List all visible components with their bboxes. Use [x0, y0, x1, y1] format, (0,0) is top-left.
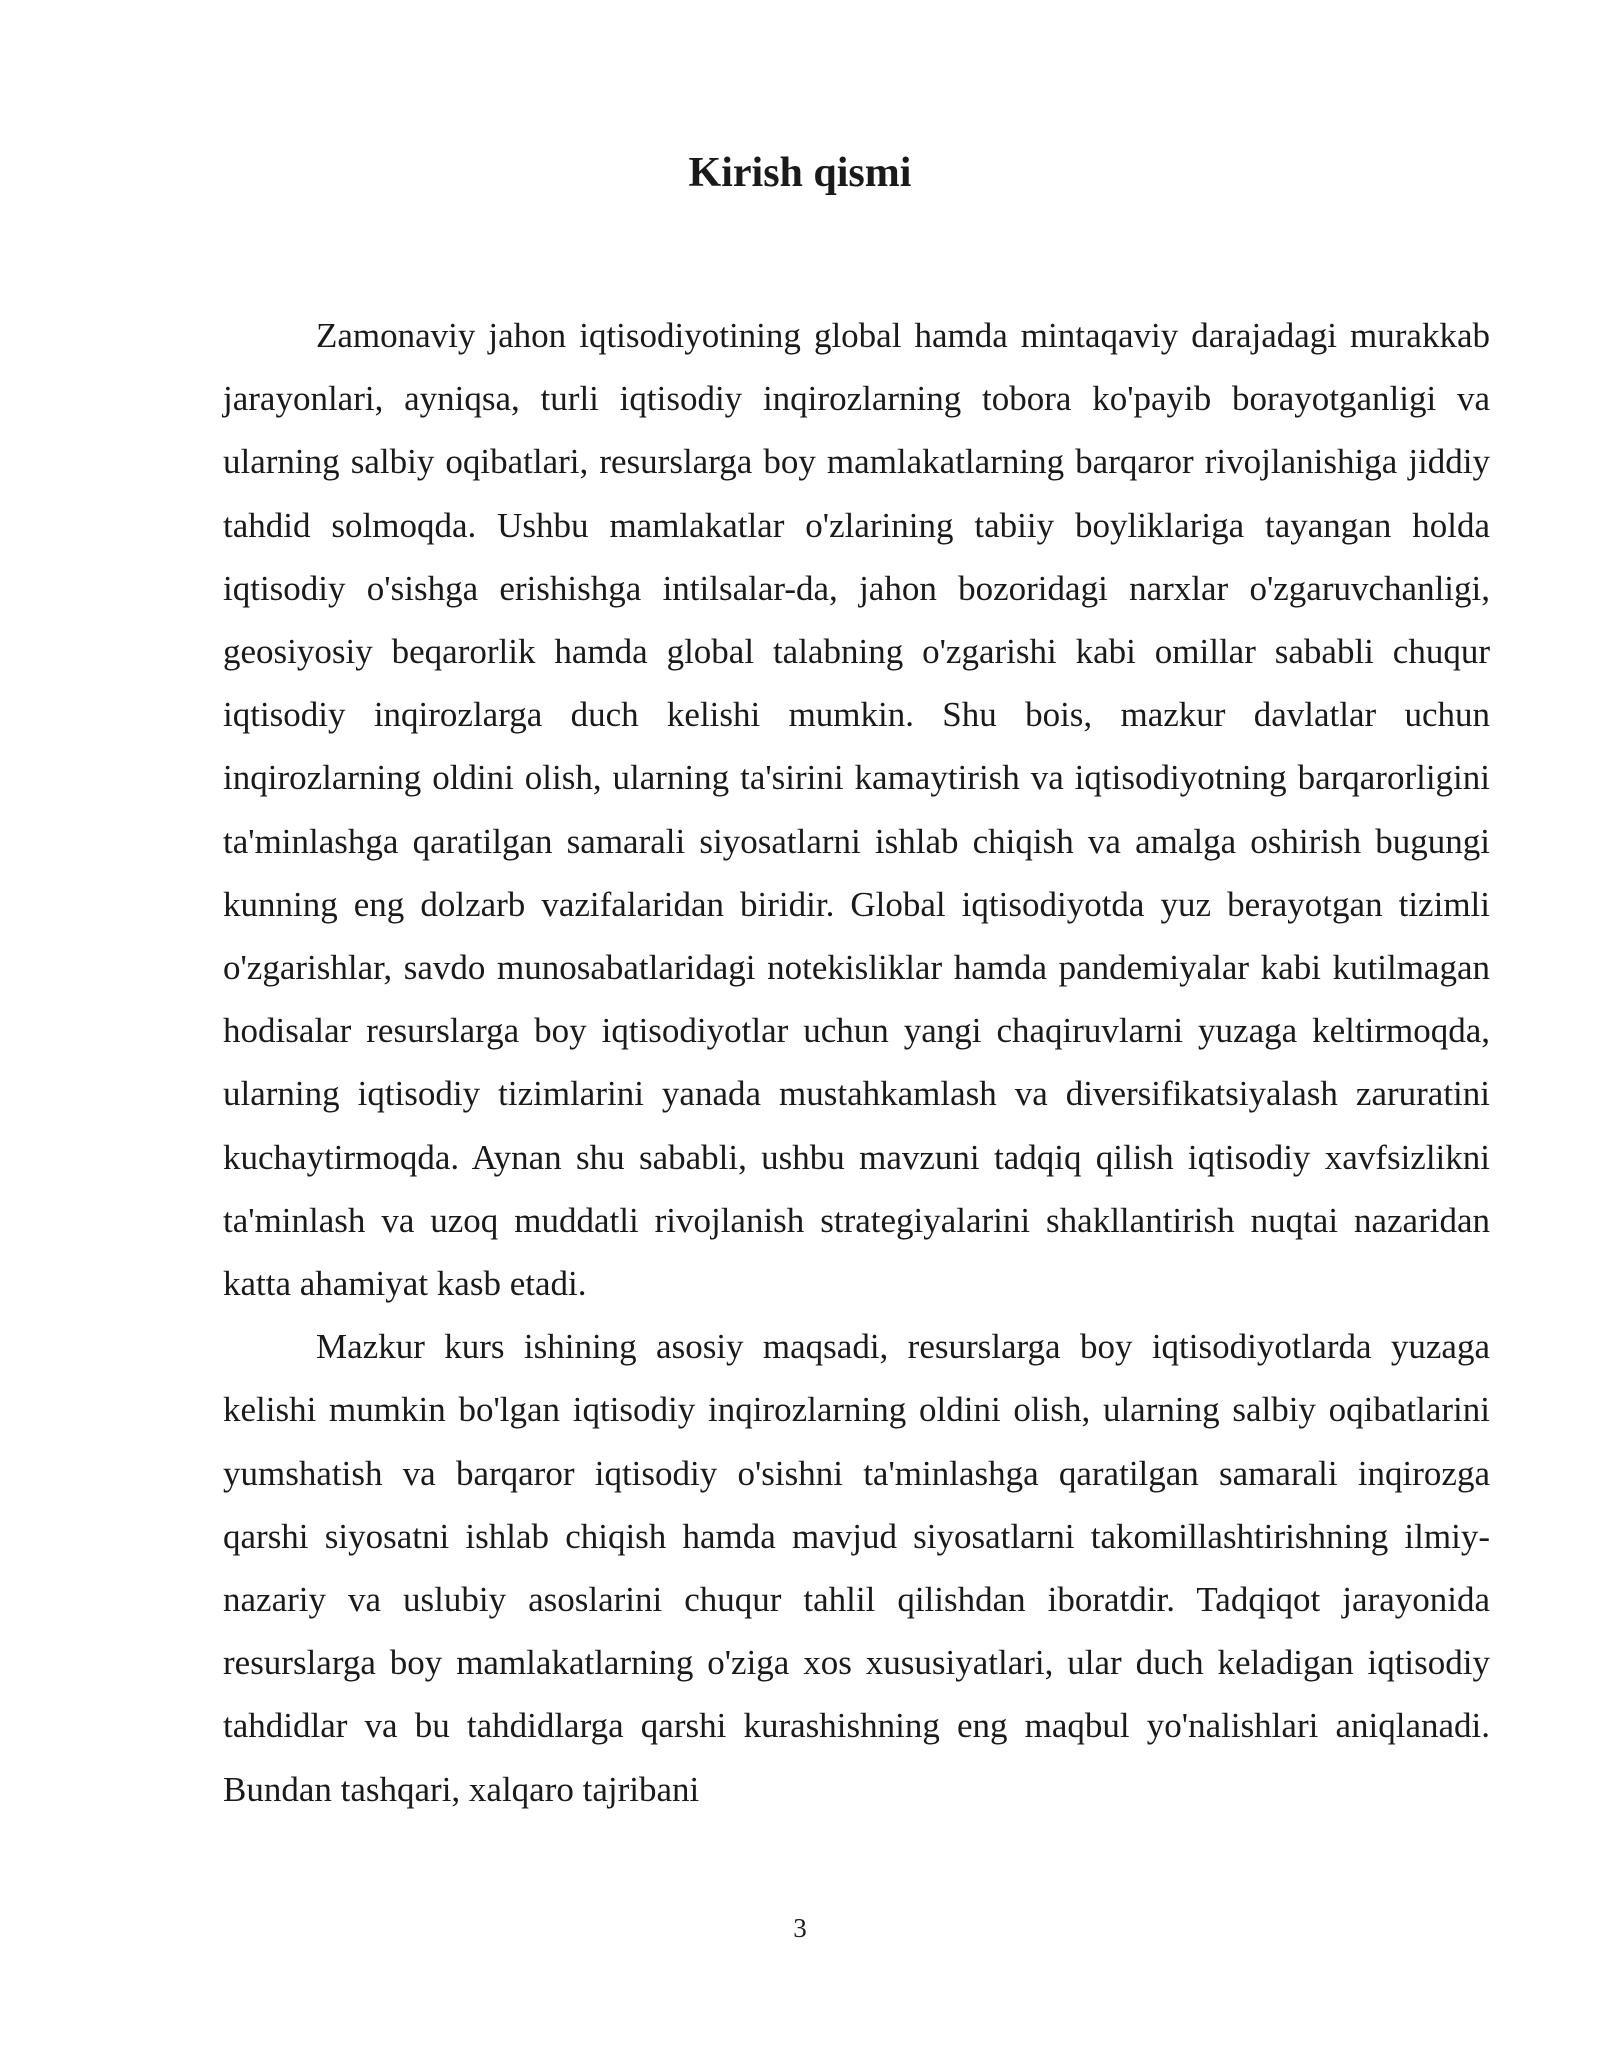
body-text [223, 304, 1490, 1821]
paragraph-2: Mazkur kurs ishining asosiy maqsadi, resurslarga boy iqtisodiyotlarda yuzaga kelishi mumkin bo'lgan iqtisodiy inqirozlarning oldini olish, ularning salbiy oqibatlarini yumshatish va barqaror iqtisodiy o'sishni ta'minlashga qaratilgan samarali inqirozga qarshi siyosatni ishlab chiqish hamda mavjud siyosatlarni takomillashtirishning ilmiy-nazariy va uslubiy asoslarini chuqur tahlil qilishdan iboratdir. Tadqiqot jarayonida resurslarga boy mamlakatlarning o'ziga xos xususiyatlari, ular duch keladigan iqtisodiy tahdidlar va bu tahdidlarga qarshi kurashishning eng maqbul yo'nalishlari aniqlanadi. Bundan tashqari, xalqaro tajribani [223, 1327, 1490, 1809]
page-number: 3 [793, 1913, 807, 1943]
paragraph-1: Zamonaviy jahon iqtisodiyotining global hamda mintaqaviy darajadagi murakkab jarayonlari, ayniqsa, turli iqtisodiy inqirozlarning tobora ko'payib borayotganligi va ularning salbiy oqibatlari, resurslarga boy mamlakatlarning barqaror rivojlanishiga jiddiy tahdid solmoqda. Ushbu mamlakatlar o'zlarining tabiiy boyliklariga tayangan holda iqtisodiy o'sishga erishishga intilsalar-da, jahon bozoridagi narxlar o'zgaruvchanligi, geosiyosiy beqarorlik hamda global talabning o'zgarishi kabi omillar sababli chuqur iqtisodiy inqirozlarga duch kelishi mumkin. Shu bois, mazkur davlatlar uchun inqirozlarning oldini olish, ularning ta'sirini kamaytirish va iqtisodiyotning barqarorligini ta'minlashga qaratilgan samarali siyosatlarni ishlab chiqish va amalga oshirish bugungi kunning eng dolzarb vazifalaridan biridir. Global iqtisodiyotda yuz berayotgan tizimli o'zgarishlar, savdo munosabatlaridagi notekisliklar hamda pandemiyalar kabi kutilmagan hodisalar resurslarga boy iqtisodiyotlar uchun yangi chaqiruvlarni yuzaga keltirmoqda, ularning iqtisodiy tizimlarini yanada mustahkamlash va diversifikatsiyalash zaruratini kuchaytirmoqda. Aynan shu sababli, ushbu mavzuni tadqiq qilish iqtisodiy xavfsizlikni ta'minlash va uzoq muddatli rivojlanish strategiyalarini shakllantirish nuqtai nazaridan katta ahamiyat kasb etadi. [223, 316, 1490, 1304]
page-title: Kirish qismi [688, 150, 912, 196]
